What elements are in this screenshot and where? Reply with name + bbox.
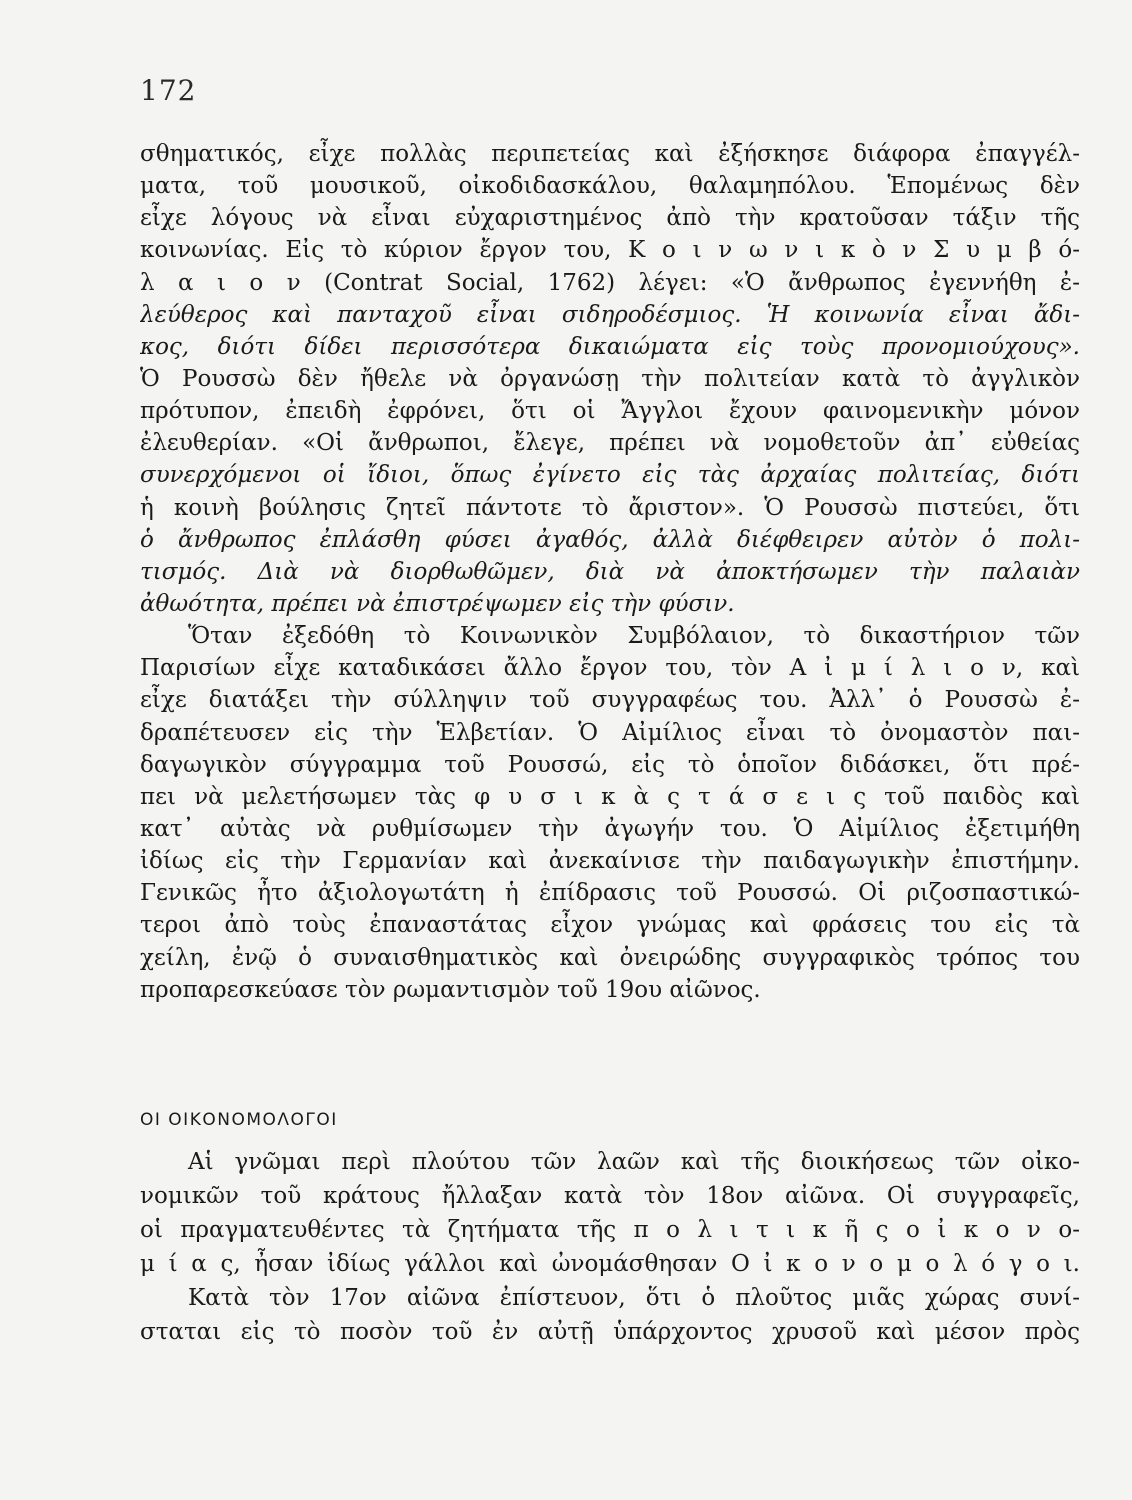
text-line: Ὅταν ἐξεδόθη τὸ Κοινωνικὸν Συμβόλαιον, τὸ δικαστήριον τῶν	[188, 623, 1080, 650]
text-line: χείλη, ἐνῷ ὁ συναισθηματικὸς καὶ ὀνειρώδης συγγραφικὸς τρόπος του	[140, 944, 1080, 971]
text-line: Ὁ Ρουσσὼ δὲν ἤθελε νὰ ὀργανώσῃ τὴν πολιτείαν κατὰ τὸ ἀγγλικὸν	[140, 365, 1080, 392]
text-line: ἡ κοινὴ βούλησις ζητεῖ πάντοτε τὸ ἄριστον». Ὁ Ρουσσὼ πιστεύει, ὅτι	[140, 494, 1080, 521]
text-line: ἀθωότητα, πρέπει νὰ ἐπιστρέψωμεν εἰς τὴν φύσιν.	[140, 590, 735, 617]
text-line: προπαρεσκεύασε τὸν ρωμαντισμὸν τοῦ 19ου αἰῶνος.	[140, 976, 761, 1003]
text-line: οἱ πραγματευθέντες τὰ ζητήματα τῆς π ο λ ι τ ι κ ῆ ς ο ἰ κ ο ν ο-	[140, 1217, 1080, 1243]
text-line: Παρισίων εἶχε καταδικάσει ἄλλο ἔργον του, τὸν Α ἰ μ ί λ ι ο ν, καὶ	[140, 655, 1080, 682]
text-line: κος, διότι δίδει περισσότερα δικαιώματα εἰς τοὺς προνομιούχους».	[140, 333, 1080, 360]
text-line: συνερχόμενοι οἱ ἴδιοι, ὅπως ἐγίνετο εἰς τὰς ἀρχαίας πολιτείας, διότι	[140, 462, 1080, 489]
text-line: Γενικῶς ἦτο ἀξιολογωτάτη ἡ ἐπίδρασις τοῦ Ρουσσώ. Οἱ ριζοσπαστικώ-	[140, 880, 1080, 907]
text-line: τισμός. Διὰ νὰ διορθωθῶμεν, διὰ νὰ ἀποκτήσωμεν τὴν παλαιὰν	[140, 558, 1080, 585]
body-text-bottom	[140, 1145, 1080, 1349]
text-line: ἰδίως εἰς τὴν Γερμανίαν καὶ ἀνεκαίνισε τὴν παιδαγωγικὴν ἐπιστήμην.	[140, 848, 1080, 875]
text-line: σταται εἰς τὸ ποσὸν τοῦ ἐν αὐτῇ ὑπάρχοντος χρυσοῦ καὶ μέσον πρὸς	[140, 1319, 1080, 1345]
text-line: μ ί α ς, ἦσαν ἰδίως γάλλοι καὶ ὠνομάσθησαν Ο ἰ κ ο ν ο μ ο λ ό γ ο ι.	[140, 1251, 1080, 1277]
page-number: 172	[140, 74, 197, 107]
text-line: ἐλευθερίαν. «Οἱ ἄνθρωποι, ἔλεγε, πρέπει νὰ νομοθετοῦν ἀπ᾽ εὐθείας	[140, 430, 1080, 457]
text-line: τεροι ἀπὸ τοὺς ἐπαναστάτας εἶχον γνώμας καὶ φράσεις του εἰς τὰ	[140, 912, 1080, 939]
text-line: Κατὰ τὸν 17ον αἰῶνα ἐπίστευον, ὅτι ὁ πλοῦτος μιᾶς χώρας συνί-	[188, 1285, 1080, 1311]
text-line: κοινωνίας. Εἰς τὸ κύριον ἔργον του, Κ ο ι ν ω ν ι κ ὸ ν Σ υ μ β ό-	[140, 237, 1080, 264]
text-line: λ α ι ο ν (Contrat Social, 1762) λέγει: «Ὁ ἄνθρωπος ἐγεννήθη ἐ-	[140, 269, 1080, 296]
text-line: πρότυπον, ἐπειδὴ ἐφρόνει, ὅτι οἱ Ἄγγλοι ἔχουν φαινομενικὴν μόνον	[140, 398, 1080, 425]
text-line: εἶχε διατάξει τὴν σύλληψιν τοῦ συγγραφέως του. Ἀλλ᾽ ὁ Ρουσσὼ ἐ-	[140, 687, 1080, 714]
text-line: νομικῶν τοῦ κράτους ἤλλαξαν κατὰ τὸν 18ον αἰῶνα. Οἱ συγγραφεῖς,	[140, 1183, 1080, 1209]
text-line: ὁ ἄνθρωπος ἐπλάσθη φύσει ἀγαθός, ἀλλὰ διέφθειρεν αὐτὸν ὁ πολι-	[140, 526, 1080, 553]
section-heading: ΟΙ ΟΙΚΟΝΟΜΟΛΟΓΟΙ	[140, 1110, 338, 1130]
body-text-top	[140, 138, 1080, 1006]
text-line: δαγωγικὸν σύγγραμμα τοῦ Ρουσσώ, εἰς τὸ ὁποῖον διδάσκει, ὅτι πρέ-	[140, 751, 1080, 778]
text-line: ματα, τοῦ μουσικοῦ, οἰκοδιδασκάλου, θαλαμηπόλου. Ἑπομένως δὲν	[140, 173, 1080, 200]
text-line: πει νὰ μελετήσωμεν τὰς φ υ σ ι κ ὰ ς τ ά σ ε ι ς τοῦ παιδὸς καὶ	[140, 783, 1080, 810]
text-line: σθηματικός, εἶχε πολλὰς περιπετείας καὶ ἐξήσκησε διάφορα ἐπαγγέλ-	[140, 141, 1080, 167]
text-line: κατ᾽ αὐτὰς νὰ ρυθμίσωμεν τὴν ἀγωγήν του. Ὁ Αἰμίλιος ἐξετιμήθη	[140, 815, 1080, 842]
text-line: λεύθερος καὶ πανταχοῦ εἶναι σιδηροδέσμιος. Ἡ κοινωνία εἶναι ἄδι-	[140, 301, 1080, 328]
text-line: Αἱ γνῶμαι περὶ πλούτου τῶν λαῶν καὶ τῆς διοικήσεως τῶν οἰκο-	[188, 1149, 1080, 1175]
text-line: δραπέτευσεν εἰς τὴν Ἑλβετίαν. Ὁ Αἰμίλιος εἶναι τὸ ὀνομαστὸν παι-	[140, 719, 1080, 746]
text-line: εἶχε λόγους νὰ εἶναι εὐχαριστημένος ἀπὸ τὴν κρατοῦσαν τάξιν τῆς	[140, 205, 1080, 232]
